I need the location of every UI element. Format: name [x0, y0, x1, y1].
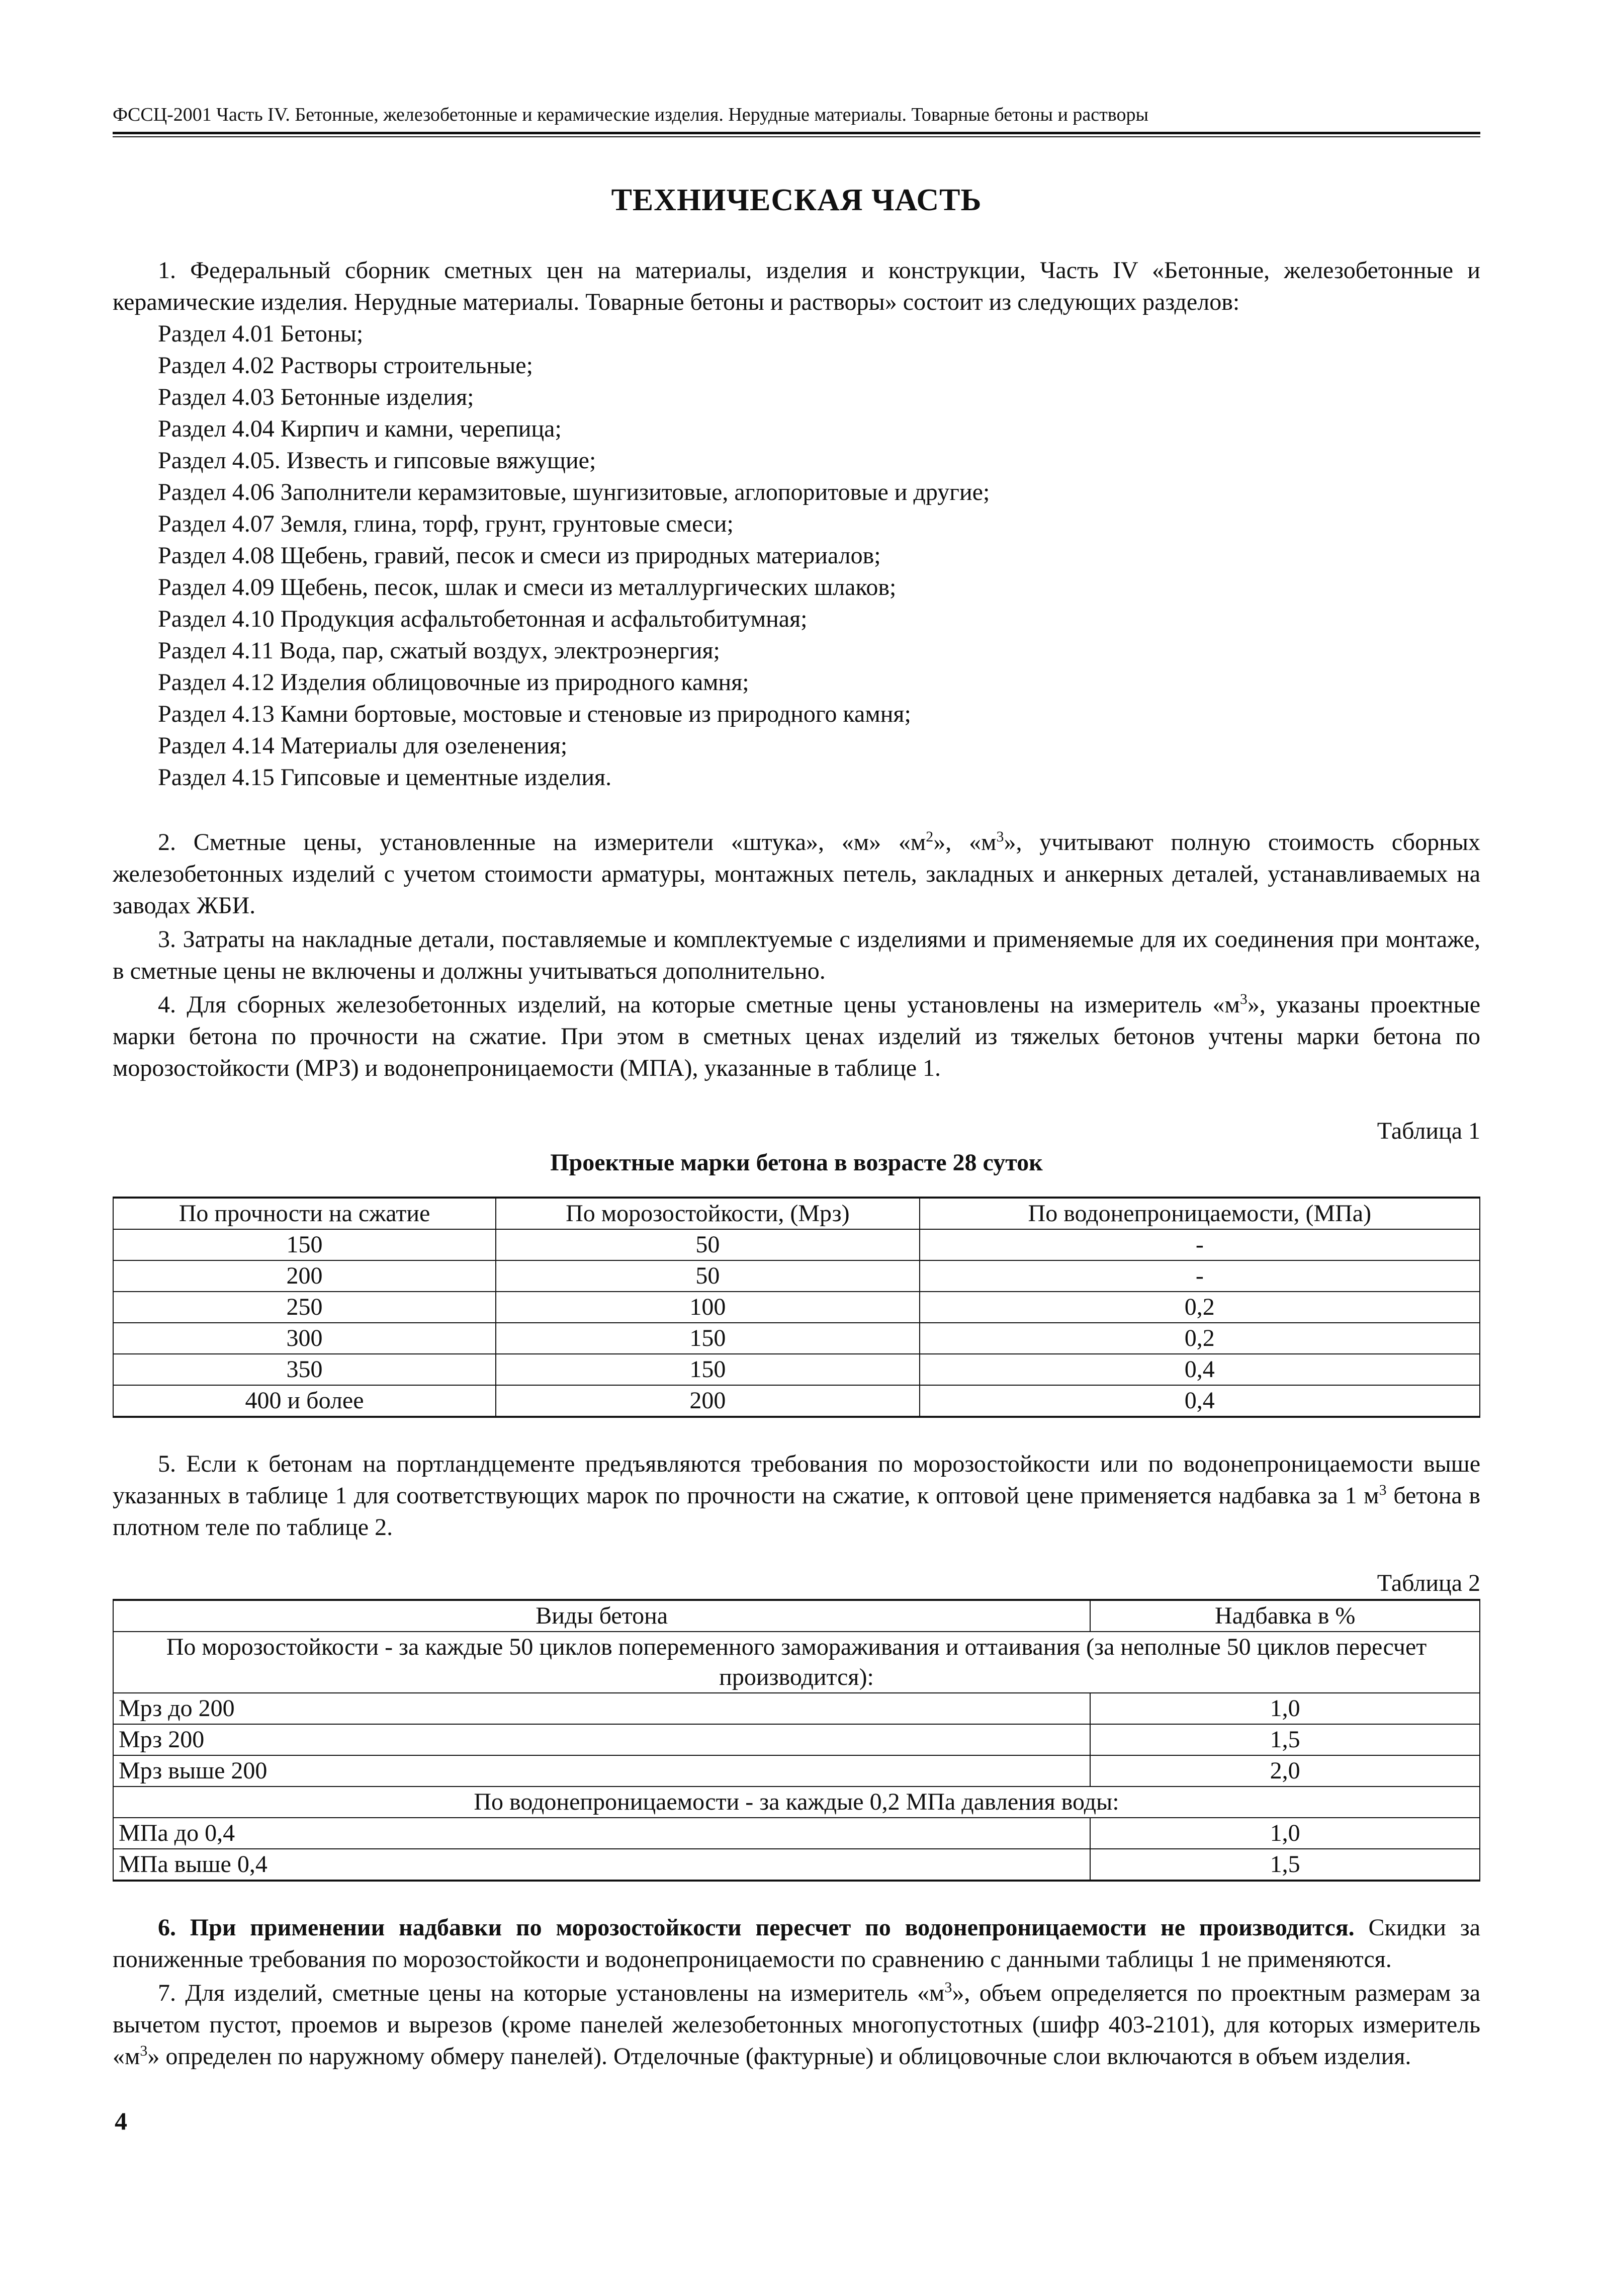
paragraph-5	[113, 1448, 1480, 1543]
table-2	[113, 1599, 1480, 1882]
table-cell: 2,0	[1090, 1755, 1480, 1787]
table-row	[113, 1818, 1480, 1849]
table-cell: 1,0	[1090, 1693, 1480, 1724]
paragraph-2-text-c: », учитывают полную стоимость сборных железобетонных изделий с учетом стоимости арматуры, монтажных петель, закладных и анкерных деталей, устанавливаемых на заводах ЖБИ.	[113, 829, 1481, 919]
page-content	[113, 104, 1480, 2072]
table-cell: Мрз до 200	[113, 1693, 1090, 1724]
table-cell: 250	[113, 1292, 496, 1323]
table-cell: 400 и более	[113, 1385, 496, 1417]
table-row	[113, 1323, 1480, 1354]
table-cell: 200	[496, 1385, 920, 1417]
section-list-item: Раздел 4.07 Земля, глина, торф, грунт, грунтовые смеси;	[158, 511, 734, 537]
table-cell: 300	[113, 1323, 496, 1354]
table-cell: 150	[496, 1323, 920, 1354]
table-cell: 1,5	[1090, 1724, 1480, 1755]
table-cell: -	[920, 1229, 1480, 1260]
section-list-item: Раздел 4.15 Гипсовые и цементные изделия.	[158, 764, 612, 791]
table-cell: 150	[496, 1354, 920, 1385]
table-2-label: Таблица 2	[1377, 1570, 1480, 1596]
section-list-item: Раздел 4.01 Бетоны;	[158, 320, 364, 347]
table-cell: 200	[113, 1260, 496, 1292]
superscript-3: 3	[1379, 1482, 1387, 1498]
table-cell: 50	[496, 1229, 920, 1260]
table-2-frost-group-row	[113, 1632, 1480, 1693]
table-cell: 1,0	[1090, 1818, 1480, 1849]
paragraph-2-text-b: », «м	[933, 829, 997, 856]
section-list-item: Раздел 4.03 Бетонные изделия;	[158, 384, 474, 410]
table-cell: Мрз выше 200	[113, 1755, 1090, 1787]
paragraph-5-text-b: бетона в плотном теле по таблице 2.	[113, 1482, 1481, 1541]
section-list-item: Раздел 4.04 Кирпич и камни, черепица;	[158, 415, 562, 442]
paragraph-7	[113, 1977, 1480, 2072]
table-cell: МПа до 0,4	[113, 1818, 1090, 1849]
table-cell: 0,2	[920, 1292, 1480, 1323]
table-2-body	[113, 1632, 1480, 1881]
table-1-caption: Проектные марки бетона в возрасте 28 суток	[550, 1149, 1043, 1176]
paragraph-4-text-a: 4. Для сборных железобетонных изделий, на которые сметные цены установлены на измеритель «м	[158, 991, 1240, 1018]
table-cell: 0,2	[920, 1323, 1480, 1354]
table-cell: 50	[496, 1260, 920, 1292]
table-cell: 1,5	[1090, 1849, 1480, 1881]
superscript-3: 3	[944, 1979, 952, 1996]
section-list-item: Раздел 4.13 Камни бортовые, мостовые и стеновые из природного камня;	[158, 701, 911, 727]
table-2-water-group-row-cell: По водонепроницаемости - за каждые 0,2 МПа давления воды:	[113, 1787, 1480, 1818]
paragraph-6-bold-text: 6. При применении надбавки по морозостойкости пересчет по водонепроницаемости не производится.	[158, 1914, 1355, 1941]
section-list-item: Раздел 4.10 Продукция асфальтобетонная и асфальтобитумная;	[158, 606, 808, 632]
paragraph-5-text-a: 5. Если к бетонам на портландцементе предъявляются требования по морозостойкости или по водонепроницаемости выше указанных в таблице 1 для соответствующих марок по прочности на сжатие, к оптовой цене применяется надбавка за 1 м	[113, 1451, 1480, 1509]
paragraph-7-text-b: », объем определяется по проектным размерам за вычетом пустот, проемов и вырезов (кроме панелей железобетонных многопустотных (шифр 403-2101), для которых измеритель «м	[113, 1980, 1481, 2070]
table-cell: 150	[113, 1229, 496, 1260]
table-1-label: Таблица 1	[1377, 1118, 1480, 1144]
table-row	[113, 1229, 1480, 1260]
superscript-2: 2	[926, 828, 934, 845]
paragraph-2-text-a: 2. Сметные цены, установленные на измерители «штука», «м» «м	[158, 829, 926, 856]
table-row	[113, 1385, 1480, 1417]
superscript-3: 3	[1239, 991, 1248, 1007]
table-row	[113, 1260, 1480, 1292]
section-list	[113, 318, 1480, 793]
table-row	[113, 1724, 1480, 1755]
table-row	[113, 1693, 1480, 1724]
table-1	[113, 1197, 1480, 1418]
table-2-water-group-row	[113, 1787, 1480, 1818]
table-1-header-frost: По морозостойкости, (Мрз)	[496, 1198, 920, 1229]
paragraph-7-text-a: 7. Для изделий, сметные цены на которые установлены на измеритель «м	[158, 1980, 945, 2006]
table-2-frost-group-row-cell: По морозостойкости - за каждые 50 циклов попеременного замораживания и оттаивания (за неполные 50 циклов пересчет производится):	[113, 1632, 1480, 1693]
section-list-item: Раздел 4.12 Изделия облицовочные из природного камня;	[158, 669, 749, 696]
paragraph-6	[113, 1912, 1480, 1975]
page-number: 4	[115, 2107, 127, 2135]
paragraph-7-text-c: » определен по наружному обмеру панелей). Отделочные (фактурные) и облицовочные слои включаются в объем изделия.	[147, 2043, 1411, 2070]
table-row	[113, 1354, 1480, 1385]
table-cell: 100	[496, 1292, 920, 1323]
table-2-header-row	[113, 1600, 1480, 1632]
section-list-item: Раздел 4.05. Известь и гипсовые вяжущие;	[158, 447, 596, 474]
paragraph-3: 3. Затраты на накладные детали, поставляемые и комплектуемые с изделиями и применяемые для их соединения при монтаже, в сметные цены не включены и должны учитываться дополнительно.	[113, 926, 1480, 984]
table-1-header-strength: По прочности на сжатие	[113, 1198, 496, 1229]
table-cell: МПа выше 0,4	[113, 1849, 1090, 1881]
superscript-3: 3	[996, 828, 1004, 845]
superscript-3: 3	[140, 2043, 148, 2059]
table-cell: 350	[113, 1354, 496, 1385]
table-row	[113, 1849, 1480, 1881]
table-cell: -	[920, 1260, 1480, 1292]
table-row	[113, 1755, 1480, 1787]
page-title: ТЕХНИЧЕСКАЯ ЧАСТЬ	[611, 183, 982, 217]
table-1-header-water: По водонепроницаемости, (МПа)	[920, 1198, 1480, 1229]
paragraph-6-text: Скидки за пониженные требования по морозостойкости и водонепроницаемости по сравнению с данными таблицы 1 не применяются.	[113, 1914, 1480, 1973]
table-cell: Мрз 200	[113, 1724, 1090, 1755]
section-list-item: Раздел 4.06 Заполнители керамзитовые, шунгизитовые, аглопоритовые и другие;	[158, 479, 990, 505]
table-cell: 0,4	[920, 1385, 1480, 1417]
table-1-header-row	[113, 1198, 1480, 1229]
table-row	[113, 1292, 1480, 1323]
header-rule	[113, 136, 1480, 137]
section-list-item: Раздел 4.14 Материалы для озеленения;	[158, 732, 568, 759]
section-list-item: Раздел 4.08 Щебень, гравий, песок и смеси из природных материалов;	[158, 542, 881, 569]
paragraph-1: 1. Федеральный сборник сметных цен на материалы, изделия и конструкции, Часть IV «Бетонные, железобетонные и керамические изделия. Нерудные материалы. Товарные бетоны и растворы» состоит из следующих разделов:	[113, 257, 1480, 315]
section-list-item: Раздел 4.09 Щебень, песок, шлак и смеси из металлургических шлаков;	[158, 574, 897, 601]
table-cell: 0,4	[920, 1354, 1480, 1385]
paragraph-2	[113, 826, 1480, 921]
table-2-header-surcharge: Надбавка в %	[1090, 1600, 1480, 1632]
paragraph-4-text-b: », указаны проектные марки бетона по прочности на сжатие. При этом в сметных ценах изделий из тяжелых бетонов учтены марки бетона по морозостойкости (МРЗ) и водонепроницаемости (МПА), указанные в таблице 1.	[113, 991, 1480, 1081]
section-list-item: Раздел 4.02 Растворы строительные;	[158, 352, 533, 379]
running-header: ФССЦ-2001 Часть IV. Бетонные, железобетонные и керамические изделия. Нерудные материалы. Товарные бетоны и растворы	[113, 104, 1480, 134]
table-2-header-type: Виды бетона	[113, 1600, 1090, 1632]
paragraph-4	[113, 989, 1480, 1084]
table-1-body	[113, 1229, 1480, 1417]
section-list-item: Раздел 4.11 Вода, пар, сжатый воздух, электроэнергия;	[158, 637, 720, 664]
